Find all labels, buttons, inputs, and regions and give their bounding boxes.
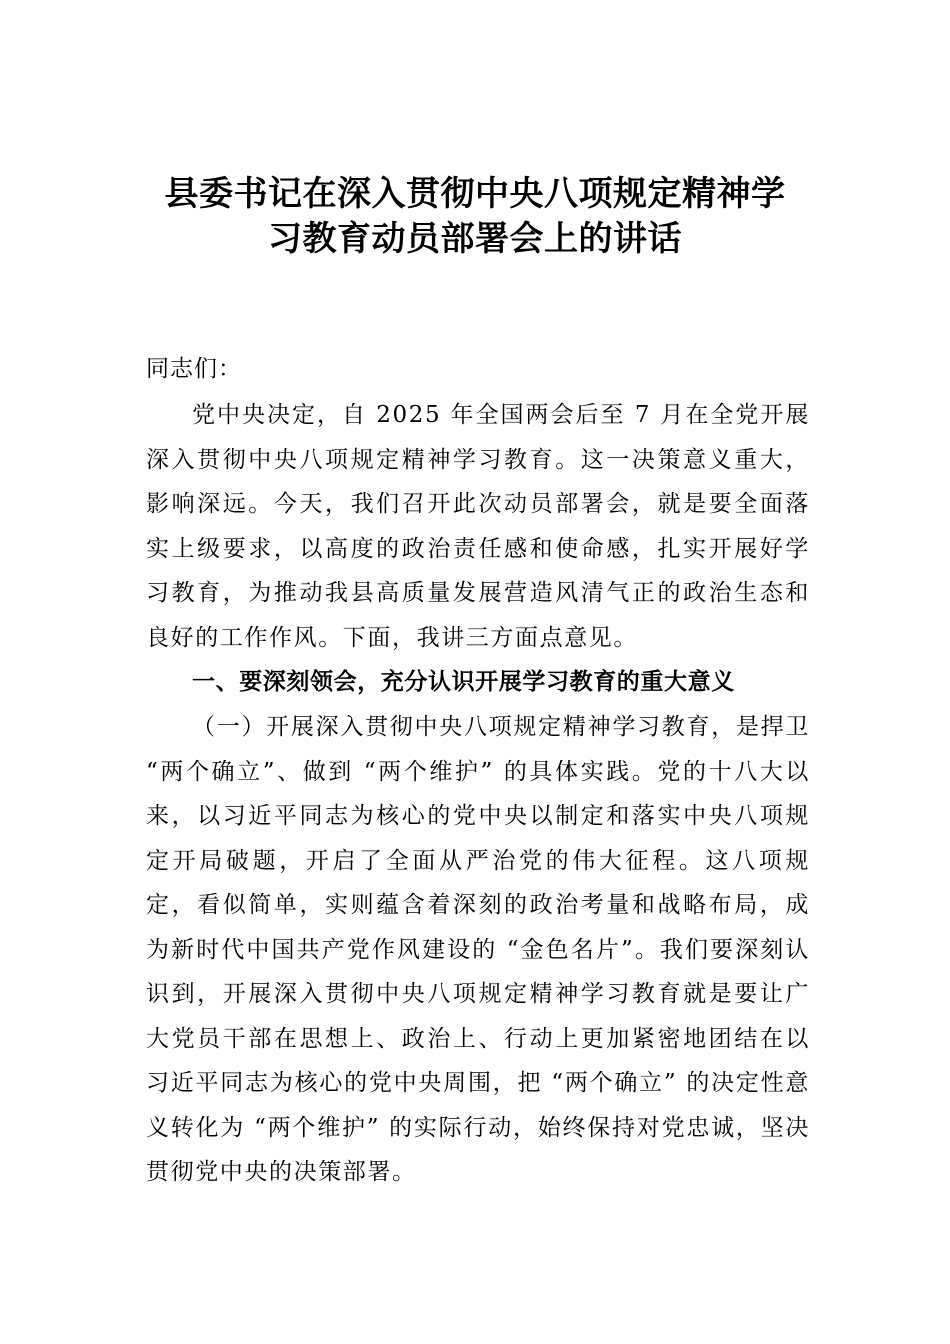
document-title-line-1: 县委书记在深入贯彻中央八项规定精神学 bbox=[164, 174, 786, 214]
body-paragraph-section-1-1: （一）开展深入贯彻中央八项规定精神学习教育，是捍卫 “两个确立”、做到 “两个维护” 的具体实践。党的十八大以来，以习近平同志为核心的党中央以制定和落实中央八项规定开局破题，开启了全面从严治党的伟大征程。这八项规定，看似简单，实则蕴含着深刻的政治考量和战略布局，成为新时代中国共产党作风建设的 “金色名片”。我们要深刻认识到，开展深入贯彻中央八项规定精神学习教育就是要让广大党员干部在思想上、政治上、行动上更加紧密地团结在以习近平同志为核心的党中央周围，把 “两个确立” 的决定性意义转化为 “两个维护” 的实际行动，始终保持对党忠诚，坚决贯彻党中央的决策部署。 bbox=[146, 714, 810, 1185]
body-paragraph-intro: 党中央决定，自 2025 年全国两会后至 7 月在全党开展深入贯彻中央八项规定精神学习教育。这一决策意义重大，影响深远。今天，我们召开此次动员部署会，就是要全面落实上级要求，以高度的政治责任感和使命感，扎实开展好学习教育，为推动我县高质量发展营造风清气正的政治生态和良好的工作作风。下面，我讲三方面点意见。 bbox=[146, 402, 810, 651]
section-heading-1: 一、要深刻领会，充分认识开展学习教育的重大意义 bbox=[192, 669, 735, 695]
greeting: 同志们： bbox=[146, 356, 242, 382]
document-title-line-2: 习教育动员部署会上的讲话 bbox=[268, 219, 682, 259]
